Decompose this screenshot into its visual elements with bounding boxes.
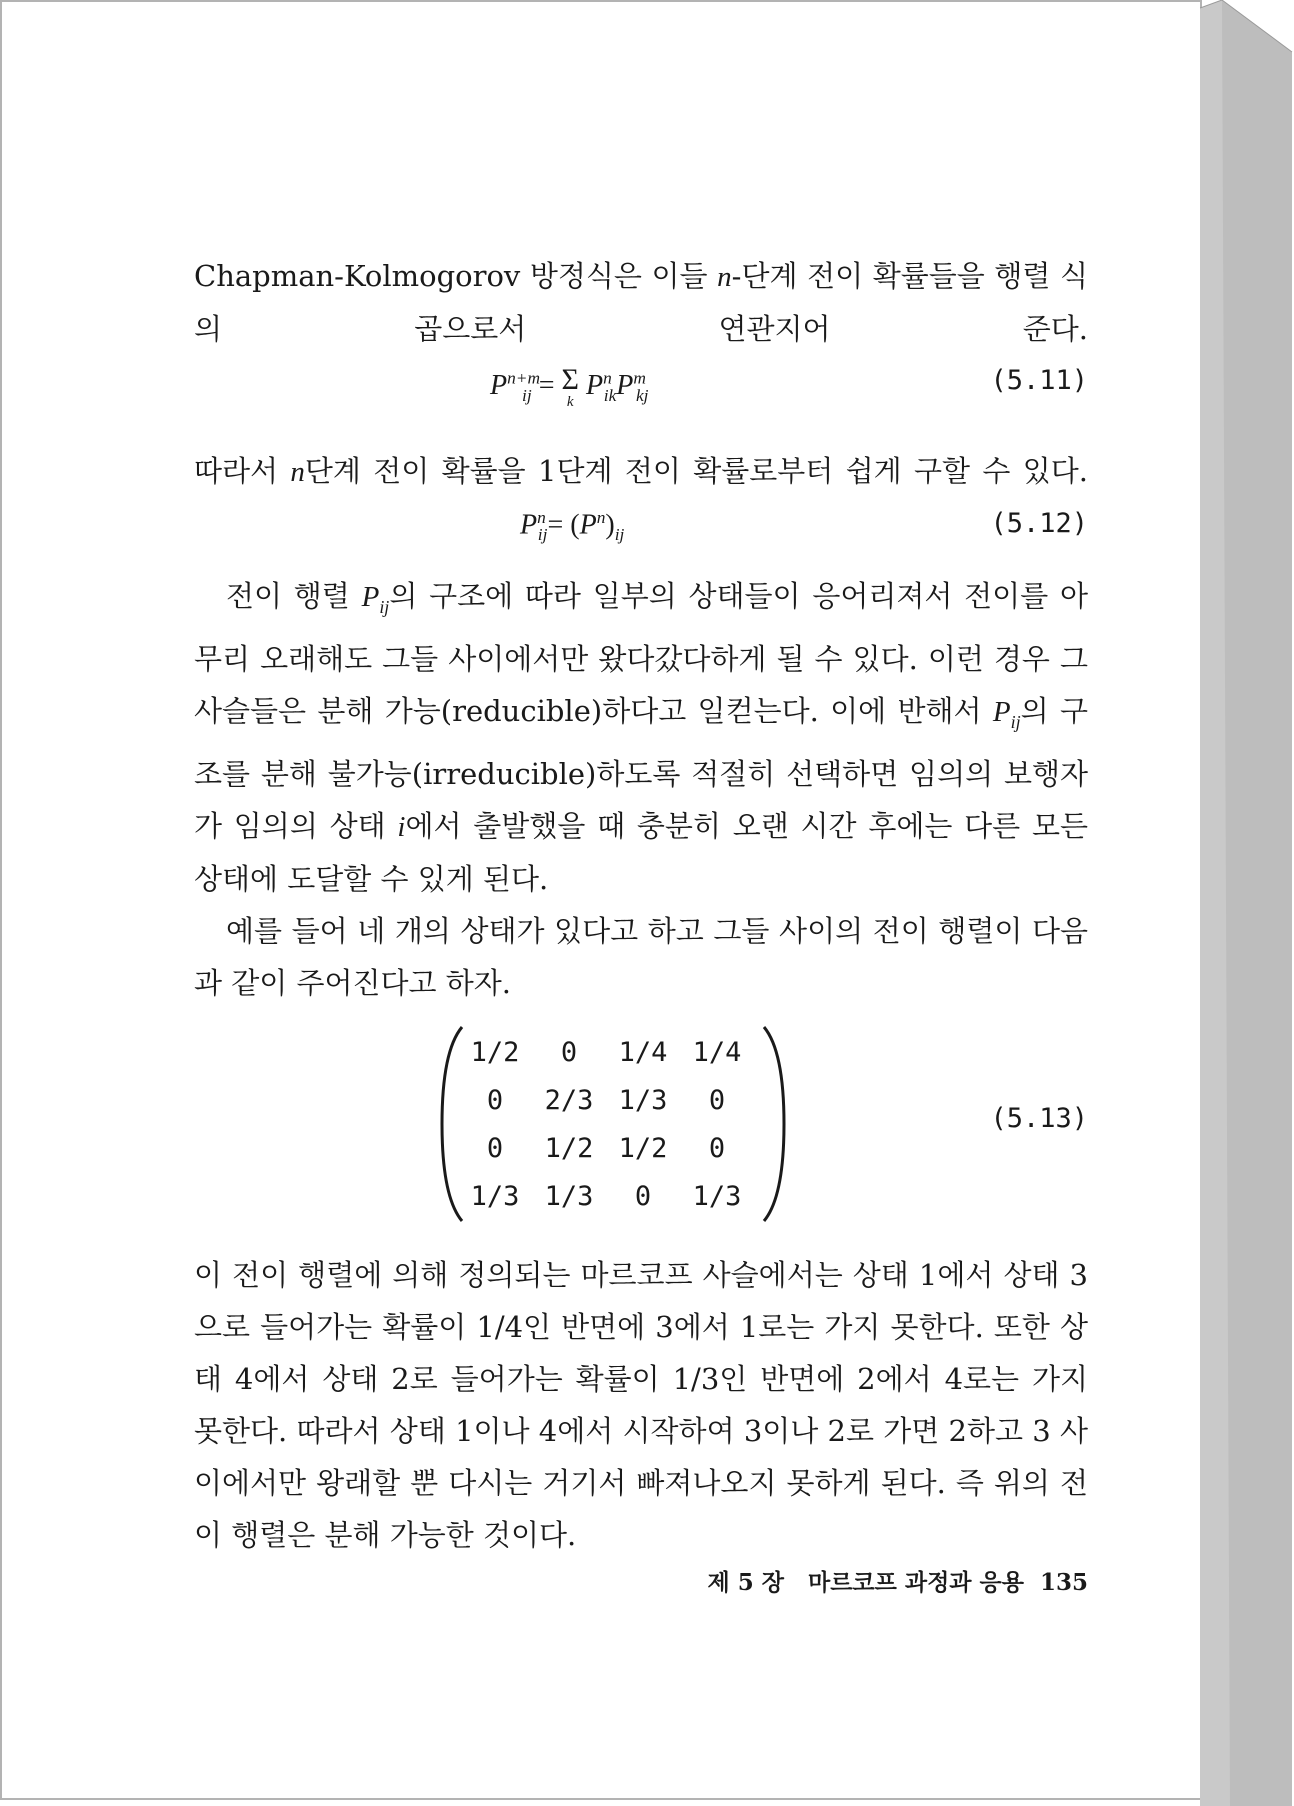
matrix-cell: 1/3 [544,1181,594,1213]
matrix-row [458,1125,754,1173]
matrix-cell: 1/3 [470,1181,520,1213]
equation-5-11: $P^{n+m}_{ij}$ = Σ k $P^n_{ik}P^m_{kj}$ (5.11) [490,363,1088,410]
matrix-cell: 0 [634,1181,652,1213]
matrix-cell: 1/4 [692,1037,742,1069]
equation-number: (5.12) [990,508,1088,539]
equation-number: (5.13) [990,1102,1088,1134]
paragraph-analysis: 이 전이 행렬에 의해 정의되는 마르코프 사슬에서는 상태 1에서 상태 3으로 들어가는 확률이 1/4인 반면에 3에서 1로는 가지 못한다. 또한 상태 4에서 상태 2로 들어가는 확률이 1/3인 반면에 2에서 4로는 가지 못한다. 따라서 상태 1이나 4에서 시작하여 3이나 2로 가면 2하고 3 사이에서만 왕래할 뿐 다시는 거기서 빠져나오지 못하게 된다. 즉 위의 전이 행렬은 분해 가능한 것이다. [194,1257,1088,1552]
matrix-cell: 0 [486,1085,504,1117]
matrix-right-paren [760,1021,790,1227]
equation-5-13 [194,1021,1088,1227]
matrix-cell: 1/3 [692,1181,742,1213]
page-body [194,250,1088,1596]
matrix-cell: 1/2 [544,1133,594,1165]
matrix-cell: 0 [560,1037,578,1069]
equation-number: (5.11) [990,365,1088,396]
summation-symbol: Σ k [561,363,579,410]
matrix-cell: 2/3 [544,1085,594,1117]
matrix-row [458,1077,754,1125]
footer-title: 마르코프 과정과 응용 [807,1569,1024,1596]
matrix-cell: 1/2 [470,1037,520,1069]
matrix-cell: 1/3 [618,1085,668,1117]
paragraph-reducible: 전이 행렬 $P_{ij}$의 구조에 따라 일부의 상태들이 응어리져서 전이를 아무리 오래해도 그들 사이에서만 왔다갔다하게 될 수 있다. 이런 경우 그 사슬들은 분해 가능(reducible)하다고 일컫는다. 이에 반해서 $P_{ij}$의 구조를 분해 불가능(irreducible)하도록 적절히 선택하면 임의의 보행자가 임의의 상태 i에서 출발했을 때 충분히 오랜 시간 후에는 다른 모든 상태에 도달할 수 있게 된다. [194,579,1088,896]
paragraph-n-step: 따라서 n단계 전이 확률을 1단계 전이 확률로부터 쉽게 구할 수 있다. [194,454,1088,488]
matrix-row [458,1173,754,1221]
page-footer [194,1564,1088,1597]
matrix-cell: 0 [708,1133,726,1165]
matrix-cell: 1/4 [618,1037,668,1069]
matrix-cell: 1/2 [618,1133,668,1165]
transition-matrix [458,1029,754,1221]
paragraph-intro: Chapman-Kolmogorov 방정식은 이들 n-단계 전이 확률들을 행렬 식의 곱으로서 연관지어 준다. [194,259,1088,346]
matrix-row [458,1029,754,1077]
matrix-cell: 0 [486,1133,504,1165]
footer-chapter: 제 5 장 [707,1569,784,1596]
page-number: 135 [1039,1569,1088,1596]
equation-5-12: $P^n_{ij}= (P^n)_{ij}$ (5.12) [520,508,1088,544]
matrix-cell: 0 [708,1085,726,1117]
paragraph-example: 예를 들어 네 개의 상태가 있다고 하고 그들 사이의 전이 행렬이 다음과 같이 주어진다고 하자. [194,913,1088,1000]
book-spine-edge [1200,0,1294,1806]
